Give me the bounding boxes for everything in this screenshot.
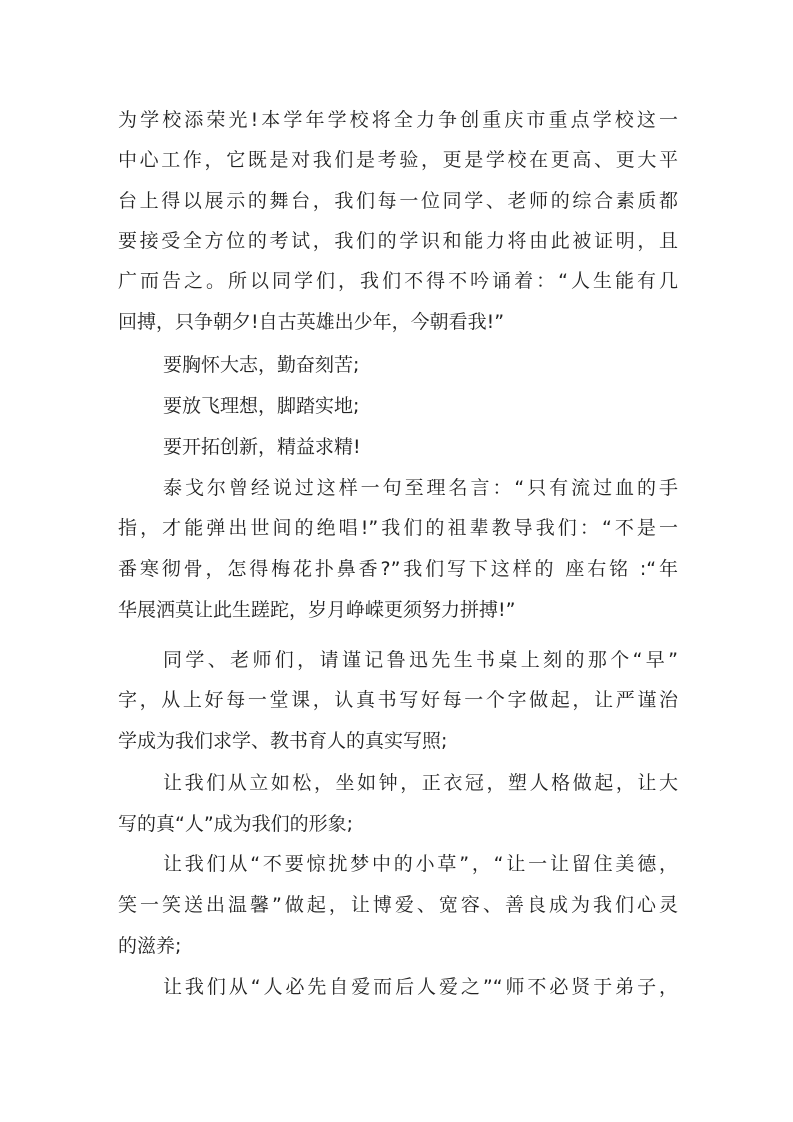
text-line: 笑一笑送出温馨”做起，让博爱、宽容、善良成为我们心灵 xyxy=(118,894,678,916)
text-line: 让我们从“不要惊扰梦中的小草”，“让一让留住美德， xyxy=(163,853,678,875)
text-line: 写的真“人”成为我们的形象; xyxy=(118,813,354,835)
text-line: 台上得以展示的舞台，我们每一位同学、老师的综合素质都 xyxy=(118,190,678,212)
text-line: 同学、老师们，请谨记鲁迅先生书桌上刻的那个“早” xyxy=(163,649,678,671)
text-line: 的滋养; xyxy=(118,935,182,957)
text-line: 让我们从立如松，坐如钟，正衣冠，塑人格做起，让大 xyxy=(163,772,678,794)
text-line: 广而告之。所以同学们，我们不得不吟诵着：“人生能有几 xyxy=(118,270,678,292)
text-line: 番寒彻骨，怎得梅花扑鼻香?”我们写下这样的 座右铭 :“年 xyxy=(118,558,678,580)
text-line: 要放飞理想，脚踏实地; xyxy=(163,395,360,417)
text-line: 回搏，只争朝夕!自古英雄出少年，今朝看我!” xyxy=(118,311,505,333)
text-line: 为学校添荣光!本学年学校将全力争创重庆市重点学校这一 xyxy=(118,109,678,131)
text-line: 指，才能弹出世间的绝唱!”我们的祖辈教导我们：“不是一 xyxy=(118,517,678,539)
text-line: 要开拓创新，精益求精! xyxy=(163,436,361,458)
text-line: 要接受全方位的考试，我们的学识和能力将由此被证明，且 xyxy=(118,230,678,252)
text-line: 学成为我们求学、教书育人的真实写照; xyxy=(118,730,448,752)
text-line: 要胸怀大志，勤奋刻苦; xyxy=(163,354,360,376)
text-line: 字，从上好每一堂课，认真书写好每一个字做起，让严谨治 xyxy=(118,689,678,711)
text-line: 中心工作，它既是对我们是考验，更是学校在更高、更大平 xyxy=(118,149,678,171)
text-line: 华展洒莫让此生蹉跎，岁月峥嵘更须努力拼搏!” xyxy=(118,599,516,621)
text-line: 让我们从“人必先自爱而后人爱之”“师不必贤于弟子， xyxy=(163,976,678,998)
text-line: 泰戈尔曾经说过这样一句至理名言：“只有流过血的手 xyxy=(163,477,678,499)
